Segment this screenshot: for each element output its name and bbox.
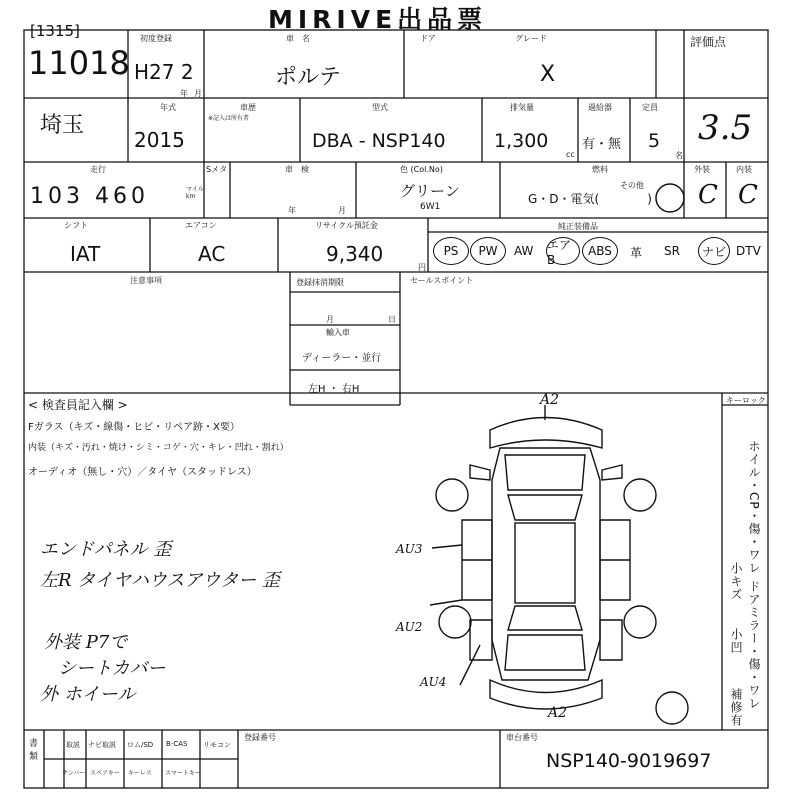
unit-month-3: 月 bbox=[326, 315, 334, 324]
doc-remote: リモコン bbox=[203, 741, 231, 749]
unit-person: 名 bbox=[675, 151, 683, 160]
docs-label: 書類 bbox=[29, 739, 39, 762]
unit-month-1: 月 bbox=[194, 89, 202, 98]
turbo-label: 過給器 bbox=[588, 103, 612, 112]
remarks-label: 注意事項 bbox=[130, 276, 162, 285]
displacement-value: 1,300 bbox=[494, 130, 549, 152]
serial-number: NSP140-9019697 bbox=[546, 750, 712, 772]
exterior-label: 外装 bbox=[694, 165, 710, 174]
reg-number-label: 登録番号 bbox=[244, 733, 276, 742]
meter-label: Sメタ bbox=[206, 165, 228, 174]
unit-yen: 円 bbox=[418, 263, 426, 272]
equip-sr: SR bbox=[664, 244, 680, 258]
fuel-other: その他 bbox=[620, 181, 644, 190]
side-small-dent: 小凹 bbox=[729, 628, 743, 654]
equip-abs: ABS bbox=[582, 237, 618, 265]
equip-dtv: DTV bbox=[736, 244, 761, 258]
damage-left-mid: AU2 bbox=[396, 620, 423, 634]
doc-spare-key: スペアキー bbox=[90, 770, 120, 777]
displacement-label: 排気量 bbox=[510, 103, 534, 112]
turbo-value: 有・無 bbox=[582, 137, 622, 152]
fuel-label: 燃料 bbox=[592, 165, 608, 174]
color-label: 色 (Col.No) bbox=[400, 165, 443, 174]
inspection-line-1: Fガラス（キズ・線傷・ヒビ・リペア跡・X要） bbox=[28, 422, 240, 433]
model-value: DBA - NSP140 bbox=[312, 130, 446, 152]
damage-front: A2 bbox=[540, 392, 560, 408]
doc-bcas: B-CAS bbox=[166, 740, 188, 748]
eval-point-label: 評価点 bbox=[690, 35, 727, 49]
note-2: 左R タイヤハウスアウター 歪 bbox=[40, 570, 280, 591]
model-label: 型式 bbox=[372, 103, 388, 112]
import-dealer: ディーラー・並行 bbox=[302, 353, 382, 364]
inspection-line-2: 内装（キズ・汚れ・焼け・シミ・コゲ・穴・キレ・凹れ・割れ） bbox=[28, 443, 289, 453]
inspection-label: 車 検 bbox=[285, 165, 309, 174]
first-reg-label: 初度登録 bbox=[140, 34, 172, 43]
color-name: グリーン bbox=[400, 182, 460, 200]
car-name-value: ポルテ bbox=[275, 65, 342, 90]
capacity-value: 5 bbox=[648, 130, 661, 152]
grade-value: X bbox=[540, 62, 556, 87]
doc-navi-manual: ナビ取説 bbox=[88, 741, 116, 749]
equip-pw: PW bbox=[470, 237, 506, 265]
interior-label: 内装 bbox=[736, 165, 752, 174]
damage-left-rear: AU4 bbox=[420, 675, 447, 689]
note-1: エンドパネル 歪 bbox=[40, 539, 172, 560]
side-small-scratch: 小キズ bbox=[729, 562, 743, 601]
year-label: 年式 bbox=[160, 103, 176, 112]
unit-day: 日 bbox=[388, 315, 396, 324]
note-3: 外装 P7で bbox=[44, 632, 128, 653]
sales-point-label: セールスポイント bbox=[410, 276, 474, 285]
exterior-grade: C bbox=[698, 180, 718, 210]
mileage-value: 103 460 bbox=[30, 184, 149, 209]
car-name-label: 車 名 bbox=[286, 34, 310, 43]
reg-expiry-label: 登録抹消期限 bbox=[296, 278, 344, 287]
lot-number: 11018 bbox=[28, 44, 130, 82]
equip-airbag: エアB bbox=[546, 237, 580, 265]
model-year-value: 2015 bbox=[134, 128, 185, 152]
unit-year-1: 年 bbox=[180, 89, 188, 98]
equipment-label: 純正装備品 bbox=[558, 222, 598, 231]
note-4: シートカバー bbox=[58, 658, 166, 679]
doc-rom: ロム/SD bbox=[127, 741, 154, 749]
side-repair: 補修有 bbox=[729, 688, 743, 727]
keylock-label: キーロック bbox=[726, 396, 766, 405]
equip-leather: 革 bbox=[630, 246, 643, 260]
serial-label: 車台番号 bbox=[506, 733, 538, 742]
aircon-label: エアコン bbox=[185, 221, 217, 230]
equip-ps: PS bbox=[433, 237, 469, 265]
sheet-title: MIRIVE出品票 bbox=[268, 5, 488, 34]
recycle-value: 9,340 bbox=[326, 242, 384, 266]
equip-aw: AW bbox=[514, 244, 534, 258]
fuel-circle bbox=[656, 184, 684, 212]
car-diagram bbox=[430, 405, 688, 724]
eval-score: 3.5 bbox=[698, 108, 753, 148]
inspector-label: < 検査員記入欄 > bbox=[28, 398, 128, 412]
doc-manual: 取説 bbox=[66, 741, 80, 749]
import-handle: 左H ・ 右H bbox=[308, 384, 360, 395]
history-note: ※記入は所有者 bbox=[208, 115, 250, 122]
capacity-label: 定員 bbox=[642, 103, 658, 112]
damage-left-upper: AU3 bbox=[396, 542, 423, 556]
unit-month-2: 月 bbox=[338, 206, 346, 215]
doc-keyless: キーレス bbox=[128, 770, 152, 777]
note-5: 外 ホイール bbox=[40, 684, 136, 705]
door-label: ドア bbox=[420, 34, 436, 43]
side-door-mirror: ドアミラー・傷・ワレ bbox=[747, 580, 761, 710]
mileage-label: 走行 bbox=[90, 165, 106, 174]
shift-value: IAT bbox=[70, 242, 101, 266]
unit-cc: cc bbox=[566, 150, 575, 159]
interior-grade: C bbox=[738, 180, 758, 210]
equip-navi: ナビ bbox=[698, 237, 730, 265]
doc-number-plate: ナンバー bbox=[62, 770, 86, 777]
region: 埼玉 bbox=[40, 113, 85, 138]
history-label: 車歴 bbox=[240, 103, 256, 112]
color-code: 6W1 bbox=[420, 202, 441, 212]
lot-code: [1315] bbox=[30, 22, 80, 40]
recycle-label: リサイクル預託金 bbox=[315, 221, 378, 230]
mileage-unit: マイル km bbox=[186, 186, 204, 200]
damage-rear: A2 bbox=[548, 705, 568, 721]
aircon-value: AC bbox=[198, 242, 226, 266]
grade-label: グレード bbox=[515, 34, 547, 43]
side-wheel-text: ホイル・CP・傷・ワレ bbox=[747, 440, 761, 575]
import-label: 輸入車 bbox=[326, 328, 350, 337]
inspection-line-3: オーディオ（無し・穴）／タイヤ（スタッドレス） bbox=[28, 467, 257, 478]
unit-year-2: 年 bbox=[288, 206, 296, 215]
first-reg-value: H27 2 bbox=[134, 60, 194, 84]
shift-label: シフト bbox=[64, 221, 88, 230]
fuel-value: G・D・電気( ) bbox=[528, 192, 652, 206]
doc-smart-key: スマートキー bbox=[165, 770, 201, 777]
